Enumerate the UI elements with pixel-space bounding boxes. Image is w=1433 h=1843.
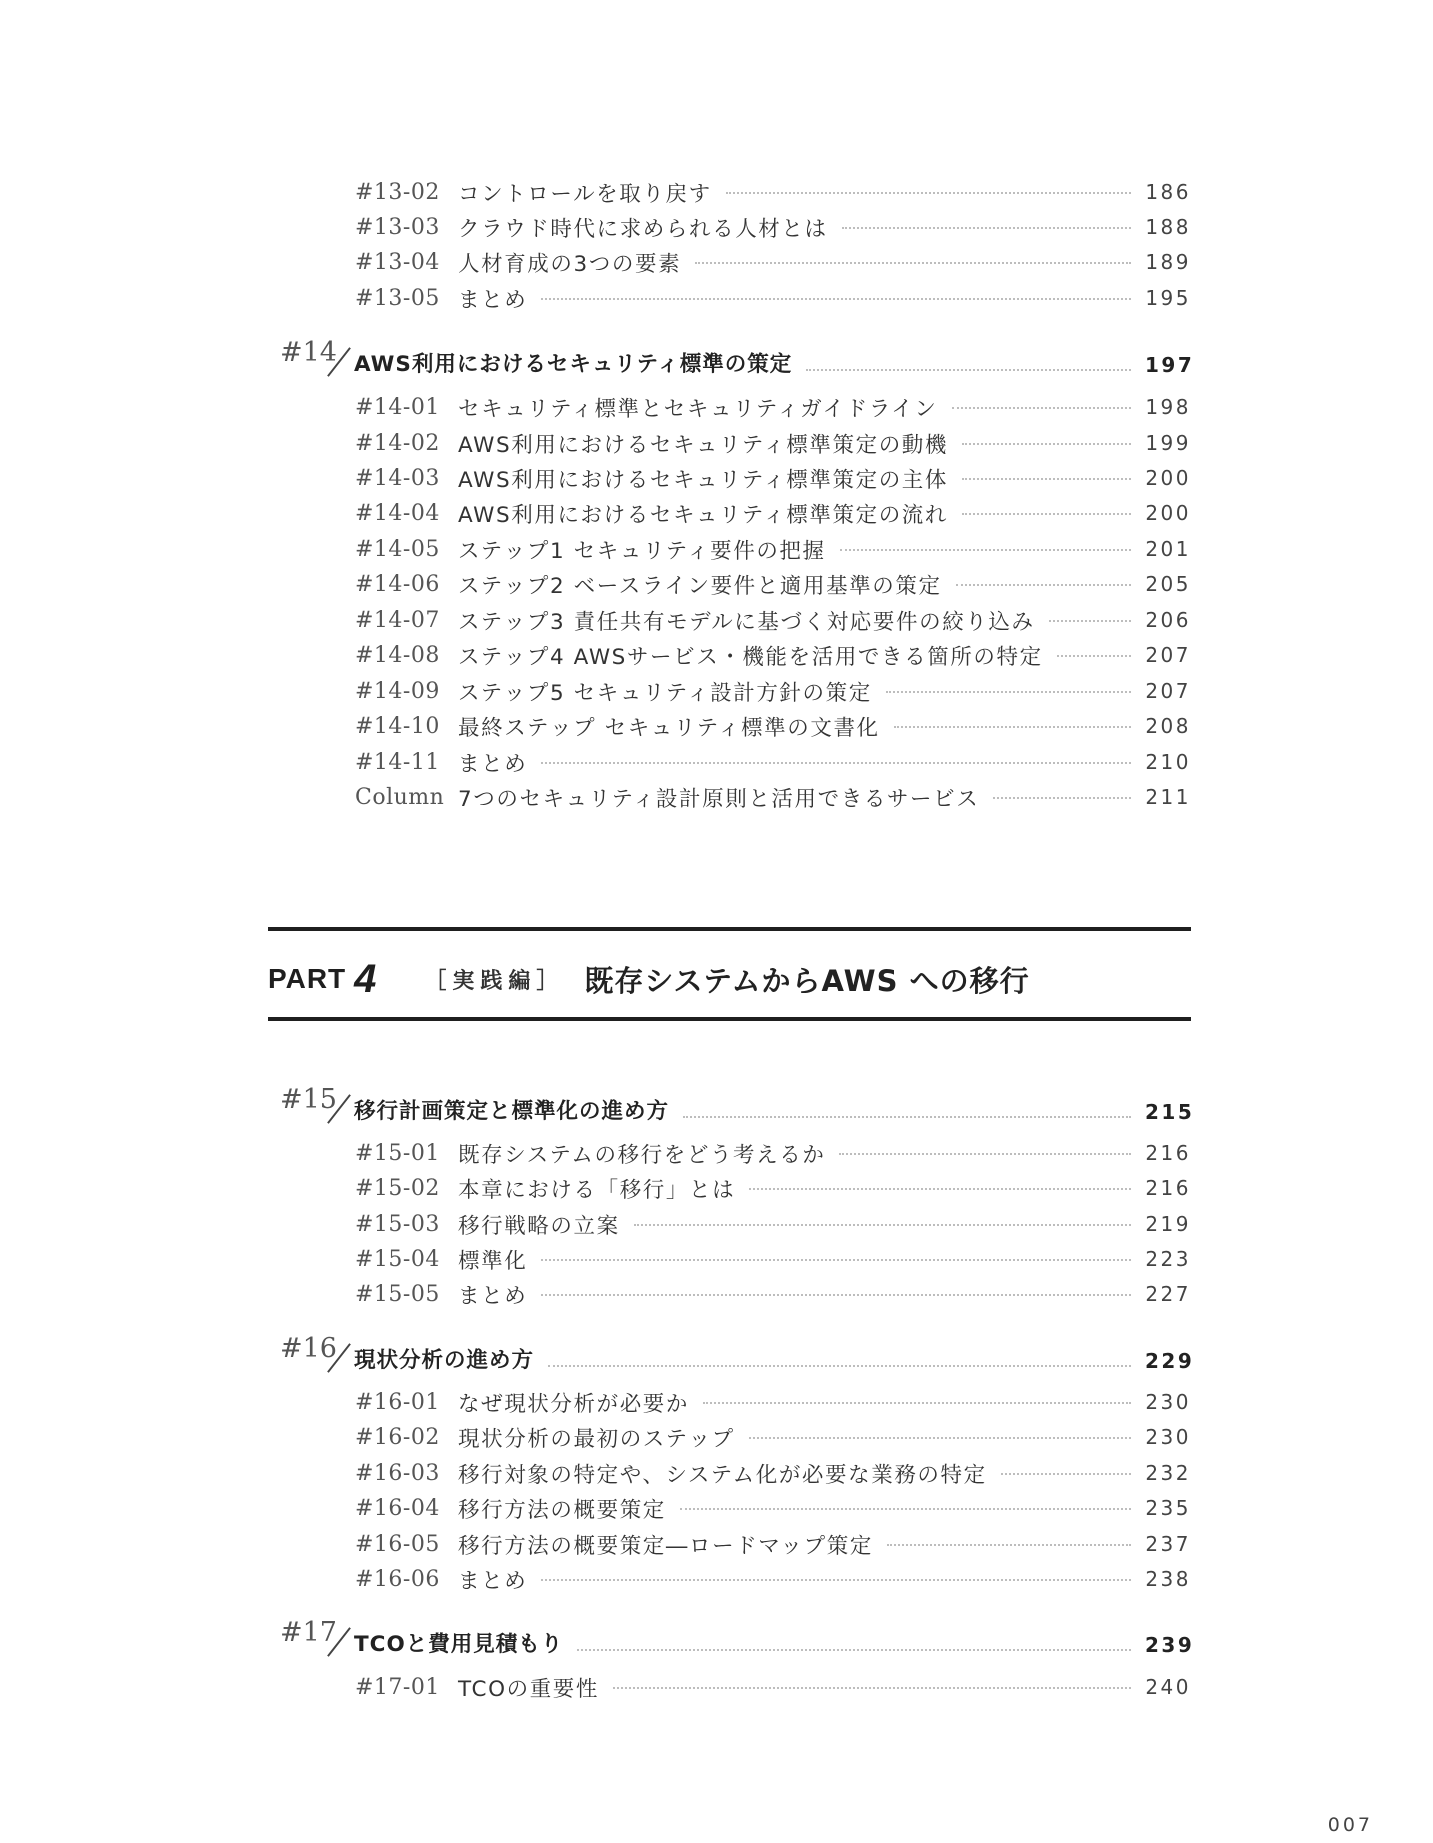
page-number: 205 xyxy=(1145,572,1191,596)
toc-entry xyxy=(355,497,1191,529)
toc-entry xyxy=(355,568,1191,600)
page-number: 199 xyxy=(1145,431,1191,455)
section-title: 7つのセキュリティ設計原則と活用できるサービス xyxy=(458,786,980,812)
section-number: #15-05 xyxy=(355,1281,440,1307)
section-title: 最終ステップ セキュリティ標準の文書化 xyxy=(458,715,880,741)
toc-entry xyxy=(355,1457,1191,1489)
section-number: #14-09 xyxy=(355,678,440,704)
toc-entry xyxy=(355,1278,1191,1310)
section-title: ステップ1 セキュリティ要件の把握 xyxy=(458,538,826,564)
leader-dots xyxy=(962,478,1131,480)
chapter-heading xyxy=(280,1614,1195,1660)
toc-entry xyxy=(355,427,1191,459)
section-number: #14-04 xyxy=(355,500,440,526)
section-number: #16-06 xyxy=(355,1566,440,1592)
section-title: 移行方法の概要策定 xyxy=(458,1497,666,1523)
section-title: コントロールを取り戻す xyxy=(458,181,712,207)
leader-dots xyxy=(548,1365,1131,1367)
leader-dots xyxy=(726,192,1131,194)
section-title: セキュリティ標準とセキュリティガイドライン xyxy=(458,396,938,422)
leader-dots xyxy=(541,1579,1131,1581)
section-number: #14-03 xyxy=(355,465,440,491)
section-title: AWS利用におけるセキュリティ標準策定の主体 xyxy=(458,467,948,493)
section-number: #14-01 xyxy=(355,394,440,420)
leader-dots xyxy=(680,1508,1131,1510)
section-title: 人材育成の3つの要素 xyxy=(458,251,682,277)
page-number: 235 xyxy=(1145,1496,1191,1520)
chapter-title: TCOと費用見積もり xyxy=(354,1632,564,1657)
leader-dots xyxy=(952,407,1131,409)
leader-dots xyxy=(541,762,1131,764)
leader-dots xyxy=(577,1649,1131,1651)
leader-dots xyxy=(541,298,1131,300)
leader-dots xyxy=(839,1153,1131,1155)
section-title: ステップ2 ベースライン要件と適用基準の策定 xyxy=(458,573,942,599)
toc-entry xyxy=(355,1386,1191,1418)
toc-entry xyxy=(355,1492,1191,1524)
page-number: 198 xyxy=(1145,395,1191,419)
slash-ornament xyxy=(326,1087,354,1127)
leader-dots xyxy=(703,1402,1131,1404)
page-number: 189 xyxy=(1145,250,1191,274)
section-title: 移行方法の概要策定―ロードマップ策定 xyxy=(458,1533,873,1559)
page-number: 216 xyxy=(1145,1176,1191,1200)
section-number: #16-05 xyxy=(355,1531,440,1557)
section-title: AWS利用におけるセキュリティ標準策定の流れ xyxy=(458,502,948,528)
section-title: ステップ3 責任共有モデルに基づく対応要件の絞り込み xyxy=(458,609,1035,635)
page-number: 230 xyxy=(1145,1425,1191,1449)
leader-dots xyxy=(894,726,1131,728)
leader-dots xyxy=(749,1188,1131,1190)
section-title: まとめ xyxy=(458,751,528,777)
part-category: ［実践編］ xyxy=(424,968,565,994)
leader-dots xyxy=(956,584,1131,586)
toc-entry xyxy=(355,282,1191,314)
section-title: 現状分析の最初のステップ xyxy=(458,1426,735,1452)
leader-dots xyxy=(887,1544,1131,1546)
leader-dots xyxy=(886,691,1131,693)
section-title: まとめ xyxy=(458,1568,528,1594)
page-number: 201 xyxy=(1145,537,1191,561)
chapter-heading xyxy=(280,1330,1195,1376)
section-title: AWS利用におけるセキュリティ標準策定の動機 xyxy=(458,432,948,458)
page-number: 207 xyxy=(1145,679,1191,703)
toc-entry xyxy=(355,246,1191,278)
toc-entry xyxy=(355,710,1191,742)
leader-dots xyxy=(1057,655,1131,657)
chapter-title: 現状分析の進め方 xyxy=(354,1348,535,1373)
part-rule-bottom xyxy=(268,1017,1191,1021)
slash-ornament xyxy=(326,1336,354,1376)
section-number: #17-01 xyxy=(355,1674,440,1700)
page-number: 200 xyxy=(1145,466,1191,490)
section-number: #14-05 xyxy=(355,536,440,562)
toc-entry xyxy=(355,1528,1191,1560)
section-title: 本章における「移行」とは xyxy=(458,1177,736,1203)
section-title: なぜ現状分析が必要か xyxy=(458,1391,690,1417)
page-number: 206 xyxy=(1145,608,1191,632)
page-number: 200 xyxy=(1145,501,1191,525)
toc-entry xyxy=(355,1563,1191,1595)
part-label: PART xyxy=(268,963,347,994)
toc-entry xyxy=(355,176,1191,208)
chapter-title: AWS利用におけるセキュリティ標準の策定 xyxy=(354,352,793,377)
toc-entry xyxy=(355,462,1191,494)
leader-dots xyxy=(962,513,1131,515)
toc-entry xyxy=(355,1208,1191,1240)
page-number: 223 xyxy=(1145,1247,1191,1271)
toc-entry xyxy=(355,675,1191,707)
section-number: #13-04 xyxy=(355,249,440,275)
leader-dots xyxy=(806,369,1131,371)
part-rule-top xyxy=(268,927,1191,931)
page-number: 208 xyxy=(1145,714,1191,738)
chapter-number: #14 xyxy=(280,337,337,368)
section-title: まとめ xyxy=(458,1283,528,1309)
section-number: #14-11 xyxy=(355,749,440,775)
toc-entry xyxy=(355,639,1191,671)
section-number: #15-03 xyxy=(355,1211,440,1237)
section-title: 移行戦略の立案 xyxy=(458,1213,620,1239)
toc-entry xyxy=(355,1243,1191,1275)
chapter-number: #15 xyxy=(280,1084,337,1115)
section-title: クラウド時代に求められる人材とは xyxy=(458,216,828,242)
section-title: ステップ4 AWSサービス・機能を活用できる箇所の特定 xyxy=(458,644,1043,670)
toc-entry xyxy=(355,391,1191,423)
section-number: #16-03 xyxy=(355,1460,440,1486)
section-number: #13-03 xyxy=(355,214,440,240)
section-title: 既存システムの移行をどう考えるか xyxy=(458,1142,826,1168)
page-number: 232 xyxy=(1145,1461,1191,1485)
section-title: 標準化 xyxy=(458,1248,528,1274)
page-number: 210 xyxy=(1145,750,1191,774)
toc-entry xyxy=(355,746,1191,778)
leader-dots xyxy=(1049,620,1131,622)
page-number: 188 xyxy=(1145,215,1191,239)
leader-dots xyxy=(993,797,1131,799)
toc-entry xyxy=(355,1671,1191,1703)
leader-dots xyxy=(613,1687,1131,1689)
toc-entry xyxy=(355,604,1191,636)
chapter-page-number: 215 xyxy=(1145,1100,1195,1124)
page-number: 240 xyxy=(1145,1675,1191,1699)
leader-dots xyxy=(962,443,1131,445)
leader-dots xyxy=(541,1259,1131,1261)
folio-page-number: 007 xyxy=(1327,1814,1373,1836)
section-title: まとめ xyxy=(458,287,528,313)
section-number: #14-10 xyxy=(355,713,440,739)
slash-ornament xyxy=(326,340,354,380)
chapter-heading xyxy=(280,334,1195,380)
section-title: ステップ5 セキュリティ設計方針の策定 xyxy=(458,680,872,706)
leader-dots xyxy=(634,1224,1131,1226)
section-number: #13-02 xyxy=(355,179,440,205)
section-number: #14-06 xyxy=(355,571,440,597)
page-number: 237 xyxy=(1145,1532,1191,1556)
chapter-page-number: 229 xyxy=(1145,1349,1195,1373)
section-title: 移行対象の特定や、システム化が必要な業務の特定 xyxy=(458,1462,987,1488)
section-number: #16-04 xyxy=(355,1495,440,1521)
toc-entry xyxy=(355,1421,1191,1453)
toc-entry xyxy=(355,781,1191,813)
chapter-number: #16 xyxy=(280,1333,337,1364)
leader-dots xyxy=(842,227,1131,229)
chapter-page-number: 239 xyxy=(1145,1633,1195,1657)
chapter-heading xyxy=(280,1081,1195,1127)
leader-dots xyxy=(840,549,1131,551)
leader-dots xyxy=(695,262,1131,264)
slash-ornament xyxy=(326,1620,354,1660)
section-title: TCOの重要性 xyxy=(458,1676,600,1702)
section-number: #15-02 xyxy=(355,1175,440,1201)
page-number: 211 xyxy=(1145,785,1191,809)
section-number: Column xyxy=(355,784,445,810)
toc-entry xyxy=(355,1172,1191,1204)
chapter-title: 移行計画策定と標準化の進め方 xyxy=(354,1099,670,1124)
part-title: 既存システムからAWS への移行 xyxy=(584,963,1030,998)
leader-dots xyxy=(749,1437,1131,1439)
section-number: #15-04 xyxy=(355,1246,440,1272)
page-number: 195 xyxy=(1145,286,1191,310)
page-number: 238 xyxy=(1145,1567,1191,1591)
section-number: #15-01 xyxy=(355,1140,440,1166)
leader-dots xyxy=(541,1294,1131,1296)
section-number: #14-02 xyxy=(355,430,440,456)
chapter-page-number: 197 xyxy=(1145,353,1195,377)
section-number: #16-02 xyxy=(355,1424,440,1450)
chapter-number: #17 xyxy=(280,1617,337,1648)
page-number: 227 xyxy=(1145,1282,1191,1306)
section-number: #14-07 xyxy=(355,607,440,633)
section-number: #14-08 xyxy=(355,642,440,668)
part-number: 4 xyxy=(354,956,377,1001)
part-heading xyxy=(268,952,1191,1006)
leader-dots xyxy=(1001,1473,1131,1475)
section-number: #16-01 xyxy=(355,1389,440,1415)
page-number: 230 xyxy=(1145,1390,1191,1414)
page-number: 216 xyxy=(1145,1141,1191,1165)
page-number: 219 xyxy=(1145,1212,1191,1236)
toc-entry xyxy=(355,211,1191,243)
page-number: 186 xyxy=(1145,180,1191,204)
section-number: #13-05 xyxy=(355,285,440,311)
toc-entry xyxy=(355,533,1191,565)
page-number: 207 xyxy=(1145,643,1191,667)
toc-entry xyxy=(355,1137,1191,1169)
leader-dots xyxy=(683,1116,1131,1118)
